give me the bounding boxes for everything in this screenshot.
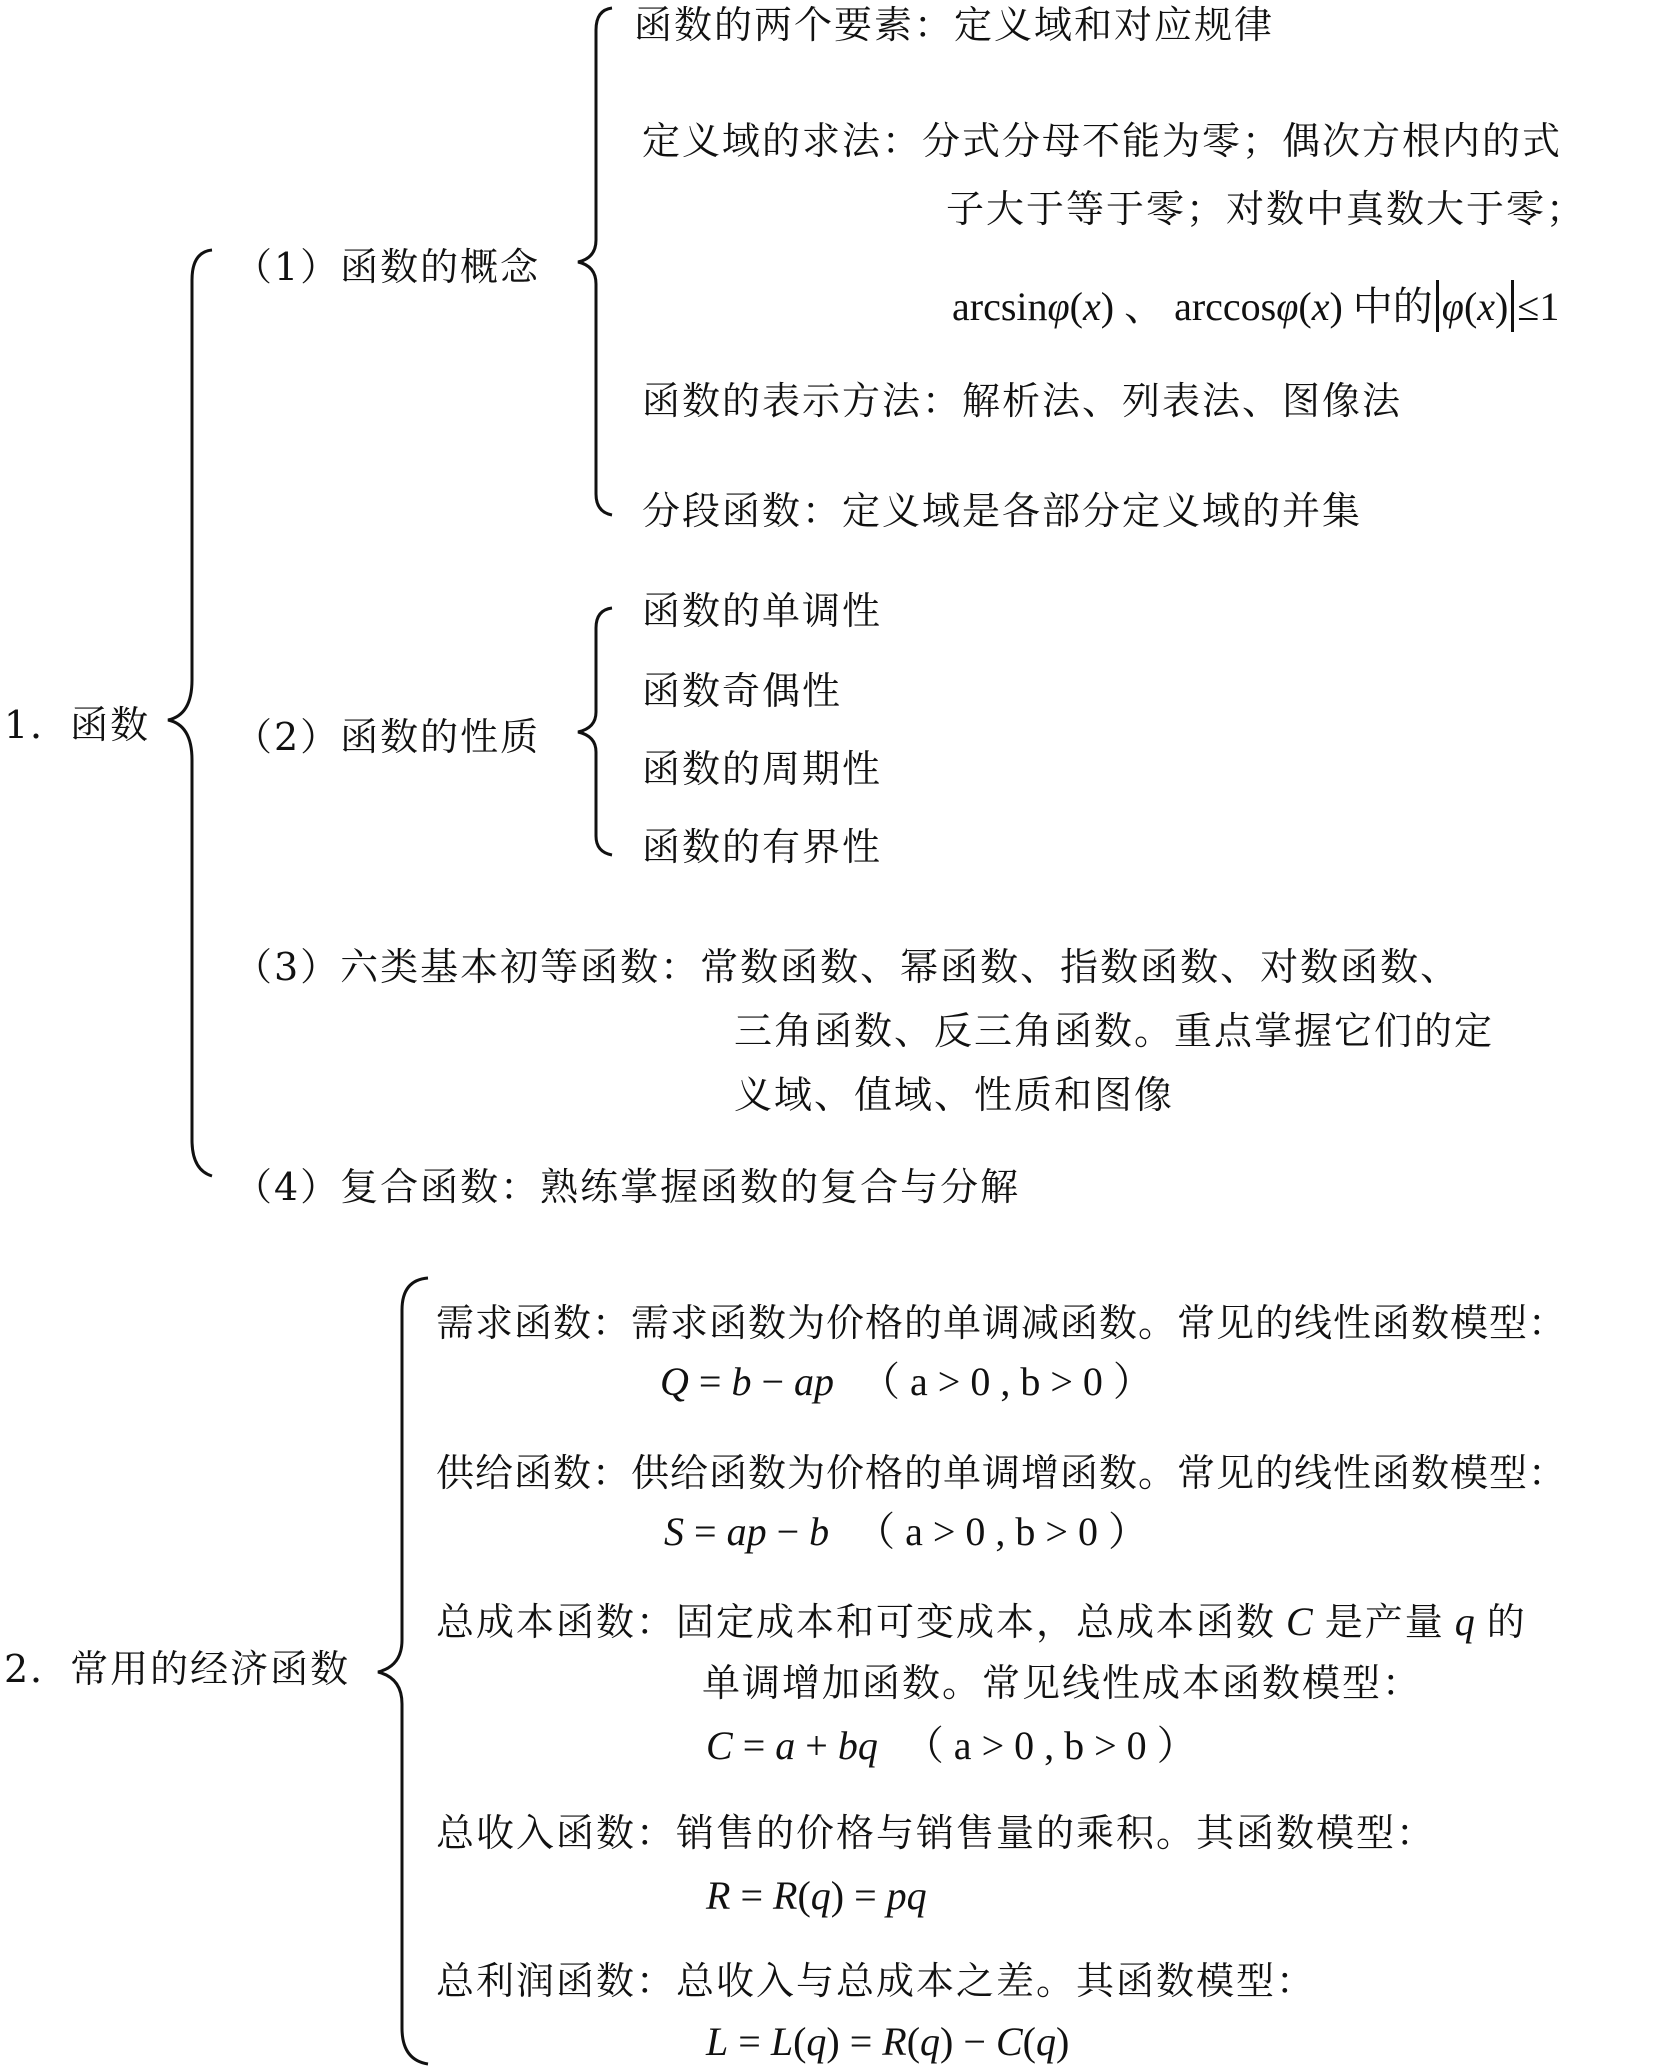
brace-properties (578, 608, 612, 855)
concept-domain-line1: 定义域的求法：分式分母不能为零；偶次方根内的式 (642, 119, 1563, 163)
brace-section2 (378, 1278, 428, 2064)
revenue-text: 总收入函数：销售的价格与销售量的乘积。其函数模型： (436, 1811, 1437, 1855)
property-item: 函数的有界性 (642, 825, 883, 869)
supply-cond: （ a > 0 , b > 0 ） (855, 1509, 1148, 1554)
profit-text: 总利润函数：总收入与总成本之差。其函数模型： (436, 1959, 1317, 2003)
cost-line1c: 的 (1486, 1600, 1527, 1644)
concept-piecewise: 分段函数：定义域是各部分定义域的并集 (642, 489, 1363, 533)
formula-zhongde: 中的 (1352, 284, 1433, 329)
brace-section1 (168, 250, 212, 1176)
property-item: 函数的周期性 (642, 747, 883, 791)
profit-formula: L = L(q) = R(q) − C(q) (706, 2019, 1070, 2064)
concept-elements: 函数的两个要素：定义域和对应规律 (634, 3, 1275, 47)
formula-leq: ≤1 (1517, 284, 1560, 329)
cost-line1a: 总成本函数：固定成本和可变成本，总成本函数 (436, 1600, 1277, 1644)
formula-sep: 、 (1124, 284, 1165, 329)
demand-cond: （ a > 0 , b > 0 ） (860, 1359, 1153, 1404)
demand-text: 需求函数：需求函数为价格的单调减函数。常见的线性函数模型： (436, 1301, 1568, 1345)
concept-label: （1）函数的概念 (234, 245, 541, 289)
supply-text: 供给函数：供给函数为价格的单调增函数。常见的线性函数模型： (436, 1451, 1568, 1495)
concept-domain-formula: arcsinφ(x) 、 arccosφ(x) 中的 φ(x) ≤1 (952, 280, 1559, 332)
revenue-formula: R = R(q) = pq (706, 1873, 927, 1918)
concept-domain-line2: 子大于等于零；对数中真数大于零； (946, 187, 1587, 231)
properties-label: （2）函数的性质 (234, 715, 541, 759)
demand-formula: Q = b − ap （ a > 0 , b > 0 ） (660, 1359, 1153, 1404)
cost-formula: C = a + bq （ a > 0 , b > 0 ） (706, 1723, 1197, 1768)
elementary-line2: 三角函数、反三角函数。重点掌握它们的定 (734, 1009, 1495, 1053)
cost-line1b: 是产量 (1324, 1600, 1445, 1644)
elementary-line3: 义域、值域、性质和图像 (734, 1073, 1175, 1117)
cost-line1: 总成本函数：固定成本和可变成本，总成本函数 C 是产量 q 的 (436, 1599, 1527, 1644)
elementary-line1: （3）六类基本初等函数：常数函数、幂函数、指数函数、对数函数、 (234, 945, 1461, 989)
concept-representation: 函数的表示方法：解析法、列表法、图像法 (642, 379, 1403, 423)
supply-formula: S = ap − b （ a > 0 , b > 0 ） (664, 1509, 1148, 1554)
property-item: 函数的单调性 (642, 589, 883, 633)
cost-cond: （ a > 0 , b > 0 ） (903, 1723, 1197, 1768)
composite-functions: （4）复合函数：熟练掌握函数的复合与分解 (234, 1165, 1021, 1209)
formula-arcsin: arcsin (952, 284, 1048, 329)
brace-concept (578, 8, 612, 515)
section2-title: 2．常用的经济函数 (4, 1647, 351, 1691)
formula-arccos: arccos (1174, 284, 1277, 329)
property-item: 函数奇偶性 (642, 669, 843, 713)
section1-title: 1．函数 (4, 703, 151, 747)
cost-line2: 单调增加函数。常见线性成本函数模型： (702, 1661, 1423, 1705)
